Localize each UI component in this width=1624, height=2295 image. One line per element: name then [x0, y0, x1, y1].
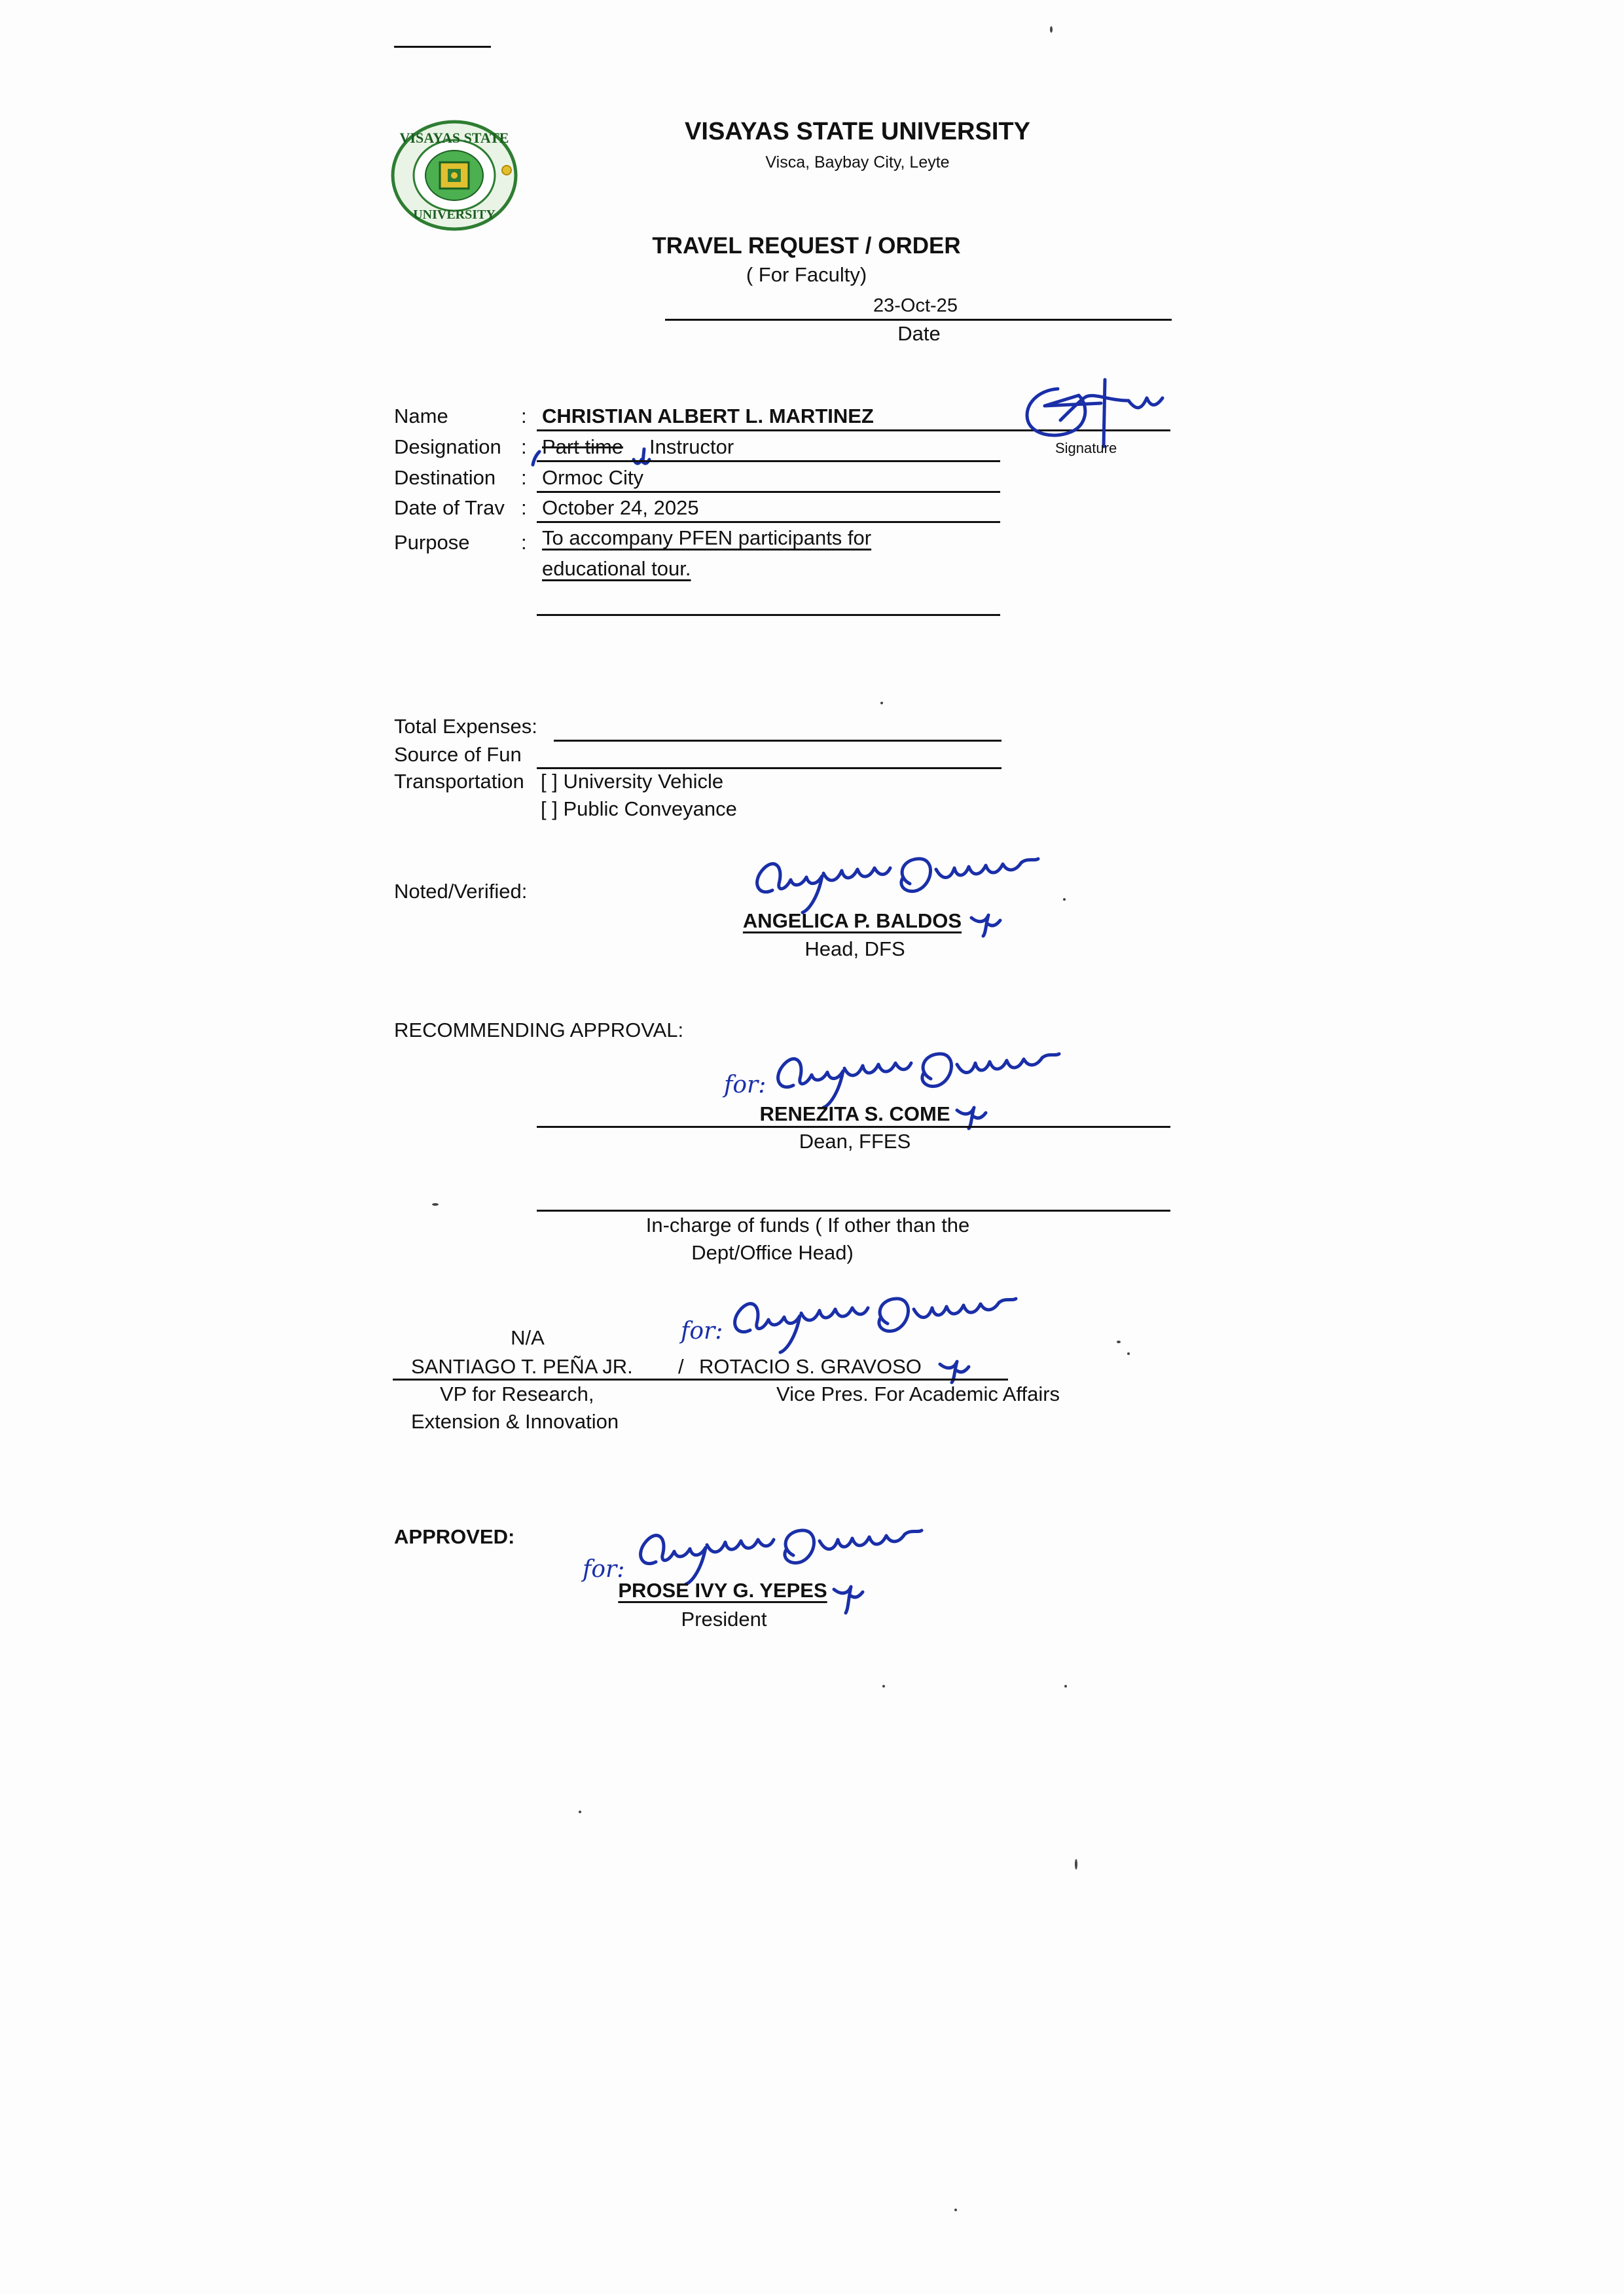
vp-research-na: N/A	[511, 1326, 545, 1349]
date-label: Date	[897, 322, 941, 345]
noted-title: Head, DFS	[804, 937, 905, 960]
vp-research-title-2: Extension & Innovation	[411, 1410, 619, 1433]
date-of-travel-colon: :	[521, 496, 527, 519]
scan-speck	[432, 1203, 439, 1206]
recommending-title: Dean, FFES	[799, 1130, 911, 1153]
request-date-value: 23-Oct-25	[873, 295, 958, 316]
noted-verified-label: Noted/Verified:	[394, 880, 528, 903]
vp-line	[393, 1379, 1008, 1381]
university-name: VISAYAS STATE UNIVERSITY	[685, 118, 1030, 145]
president-signature	[630, 1516, 931, 1588]
president-initial-mark	[829, 1583, 868, 1616]
vp-name-separator: /	[678, 1355, 684, 1378]
recommending-approval-label: RECOMMENDING APPROVAL:	[394, 1019, 684, 1041]
noted-initial-mark	[966, 911, 1005, 937]
scan-speck	[1075, 1859, 1077, 1870]
vp-academic-signature	[724, 1284, 1025, 1356]
scan-speck	[954, 2209, 957, 2211]
destination-label: Destination	[394, 466, 496, 489]
scan-speck	[1127, 1352, 1130, 1355]
designation-colon: :	[521, 435, 527, 458]
president-title: President	[681, 1608, 767, 1631]
total-expenses-label: Total Expenses:	[394, 715, 537, 738]
destination-colon: :	[521, 466, 527, 489]
seal-text-top: VISAYAS STATE	[399, 130, 509, 146]
recommending-line	[537, 1126, 1170, 1128]
purpose-colon: :	[521, 531, 527, 554]
date-of-travel-line	[537, 521, 1000, 523]
signature-label: Signature	[1055, 440, 1117, 456]
recommending-name: RENEZITA S. COME	[759, 1102, 950, 1125]
in-charge-funds-line-2: Dept/Office Head)	[691, 1241, 854, 1264]
vp-academic-for-mark: for:	[681, 1318, 723, 1345]
scan-speck	[1117, 1341, 1121, 1343]
noted-signature	[746, 844, 1047, 916]
destination-value: Ormoc City	[542, 466, 643, 489]
date-line	[665, 319, 1172, 321]
purpose-line-2: educational tour.	[542, 557, 691, 580]
designation-struck-text: Part time	[542, 435, 624, 458]
vp-academic-title: Vice Pres. For Academic Affairs	[776, 1382, 1060, 1405]
vp-research-name: SANTIAGO T. PEÑA JR.	[411, 1355, 633, 1378]
total-expenses-line	[554, 740, 1001, 742]
form-title: TRAVEL REQUEST / ORDER	[652, 233, 961, 259]
option-public-conveyance: [ ] Public Conveyance	[541, 797, 737, 820]
form-subtitle: ( For Faculty)	[746, 263, 867, 286]
noted-name: ANGELICA P. BALDOS	[742, 909, 962, 932]
university-seal-logo	[390, 119, 518, 232]
source-of-fund-label: Source of Fun	[394, 743, 522, 766]
scan-speck	[1064, 1685, 1067, 1688]
scan-speck	[1063, 898, 1066, 901]
date-of-travel-label: Date of Trav	[394, 496, 505, 519]
recommending-signature	[767, 1039, 1068, 1111]
university-address: Visca, Baybay City, Leyte	[765, 153, 950, 172]
purpose-line-1: To accompany PFEN participants for	[542, 526, 872, 549]
name-label: Name	[394, 405, 448, 427]
name-value: CHRISTIAN ALBERT L. MARTINEZ	[542, 405, 874, 427]
scan-speck	[882, 1685, 885, 1688]
purpose-label: Purpose	[394, 531, 470, 554]
scan-speck	[1050, 26, 1053, 33]
purpose-extra-line	[537, 614, 1000, 616]
option-university-vehicle: [ ] University Vehicle	[541, 770, 724, 793]
name-colon: :	[521, 405, 527, 427]
president-name: PROSE IVY G. YEPES	[618, 1579, 827, 1602]
vp-academic-name: ROTACIO S. GRAVOSO	[699, 1355, 922, 1378]
source-of-fund-line	[537, 767, 1001, 769]
transportation-label: Transportation	[394, 770, 524, 793]
president-for-mark: for:	[583, 1556, 625, 1583]
recommending-for-mark: for:	[724, 1072, 767, 1098]
scan-speck	[579, 1811, 581, 1813]
date-of-travel-value: October 24, 2025	[542, 496, 699, 519]
designation-value: Instructor	[649, 435, 734, 458]
top-rule	[394, 46, 491, 48]
destination-line	[537, 491, 1000, 493]
approved-label: APPROVED:	[394, 1525, 515, 1548]
vp-research-title-1: VP for Research,	[440, 1382, 594, 1405]
designation-label: Designation	[394, 435, 501, 458]
in-charge-line	[537, 1210, 1170, 1212]
in-charge-funds-line-1: In-charge of funds ( If other than the	[645, 1214, 970, 1237]
seal-text-bottom: UNIVERSITY	[413, 208, 496, 222]
designation-line	[537, 460, 1000, 462]
scan-speck	[880, 702, 883, 704]
